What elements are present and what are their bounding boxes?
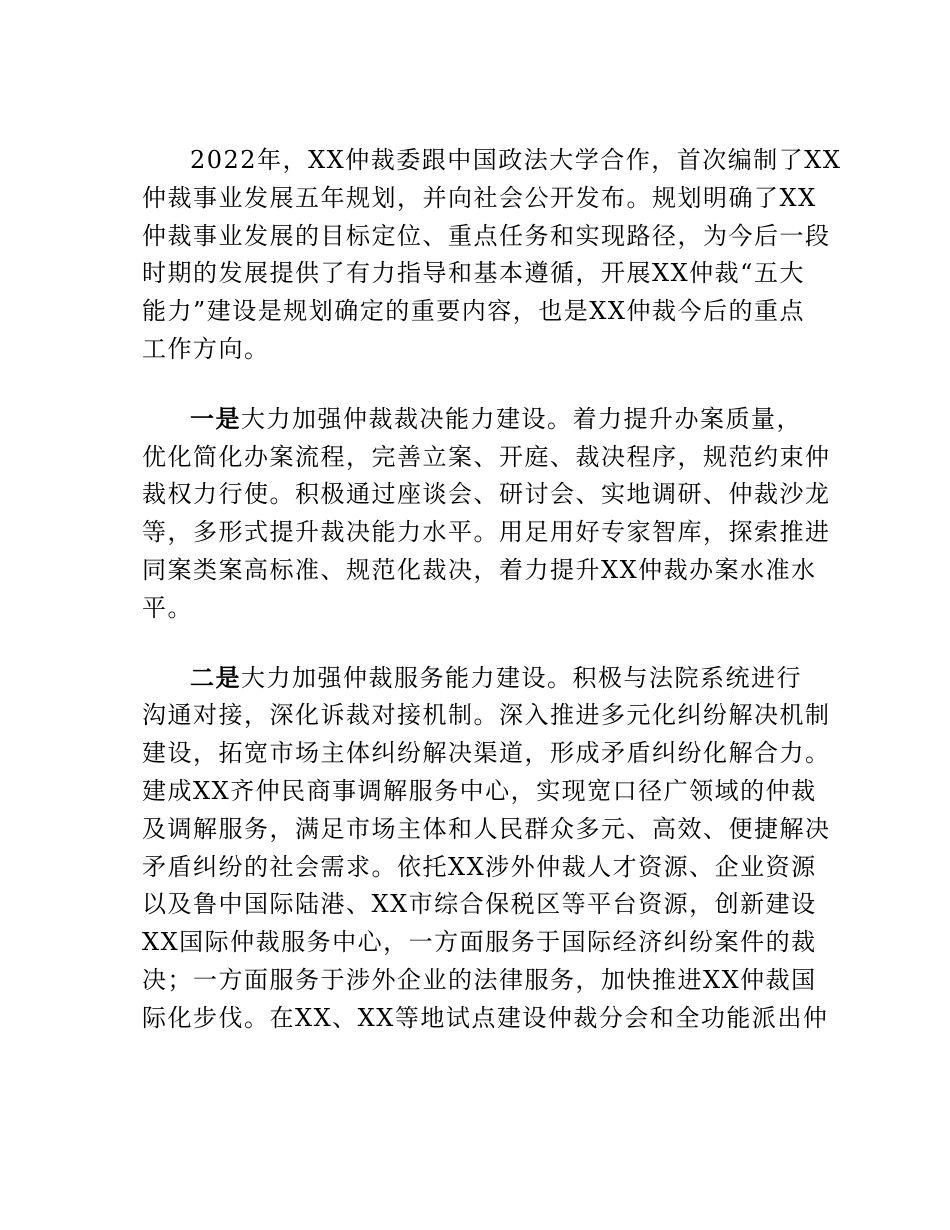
text-line: 决；一方面服务于涉外企业的法律服务，加快推进XX仲裁国 — [142, 965, 817, 994]
text-line: 以及鲁中国际陆港、XX市综合保税区等平台资源，创新建设 — [142, 890, 817, 919]
paragraph-intro — [142, 142, 842, 369]
text-line: 能力”建设是规划确定的重要内容，也是XX仲裁今后的重点 — [142, 297, 805, 326]
text-line: 优化简化办案流程，完善立案、开庭、裁决程序，规范约束仲 — [142, 442, 831, 471]
text-line — [142, 659, 810, 698]
text-line: 沟通对接，深化诉裁对接机制。深入推进多元化纠纷解决机制 — [142, 701, 831, 730]
text-line: 2022年，XX仲裁委跟中国政法大学合作，首次编制了XX — [190, 146, 842, 174]
text-line: 仲裁事业发展的目标定位、重点任务和实现路径，为今后一段 — [142, 221, 831, 250]
text-line: 等，多形式提升裁决能力水平。用足用好专家智库，探索推进 — [142, 518, 831, 547]
text-line: 平。 — [142, 593, 193, 622]
paragraph-spacer — [142, 369, 810, 400]
text-line: 建成XX齐仲民商事调解服务中心，实现宽口径广领域的仲裁 — [142, 776, 817, 805]
text-line: 及调解服务，满足市场主体和人民群众多元、高效、便捷解决 — [142, 814, 831, 843]
text-line: 时期的发展提供了有力指导和基本遵循，开展XX仲裁“五大 — [142, 259, 805, 288]
text-line — [142, 400, 810, 439]
text-line: 同案类案高标准、规范化裁决，着力提升XX仲裁办案水准水 — [142, 555, 817, 584]
text-line: 矛盾纠纷的社会需求。依托XX涉外仲裁人才资源、企业资源 — [142, 852, 817, 881]
document-body — [142, 142, 842, 1038]
text-line: 工作方向。 — [142, 334, 270, 363]
text-line: 仲裁事业发展五年规划，并向社会公开发布。规划明确了XX — [142, 183, 817, 212]
paragraph-lead-rest: 大力加强仲裁裁决能力建设。着力提升办案质量， — [241, 404, 802, 433]
paragraph-lead-rest: 大力加强仲裁服务能力建设。积极与法院系统进行 — [241, 663, 802, 692]
paragraph-arbitration-ruling — [142, 400, 831, 628]
paragraph-arbitration-service — [142, 659, 831, 1038]
text-line: XX国际仲裁服务中心，一方面服务于国际经济纠纷案件的裁 — [142, 928, 817, 957]
paragraph-lead: 二是 — [190, 662, 241, 692]
text-line: 际化步伐。在XX、XX等地试点建设仲裁分会和全功能派出仲 — [142, 1003, 829, 1032]
paragraph-lead: 一是 — [190, 403, 241, 433]
paragraph-spacer — [142, 628, 810, 659]
text-line: 裁权力行使。积极通过座谈会、研讨会、实地调研、仲裁沙龙 — [142, 480, 831, 509]
text-line: 建设，拓宽市场主体纠纷解决渠道，形成矛盾纠纷化解合力。 — [142, 739, 831, 768]
